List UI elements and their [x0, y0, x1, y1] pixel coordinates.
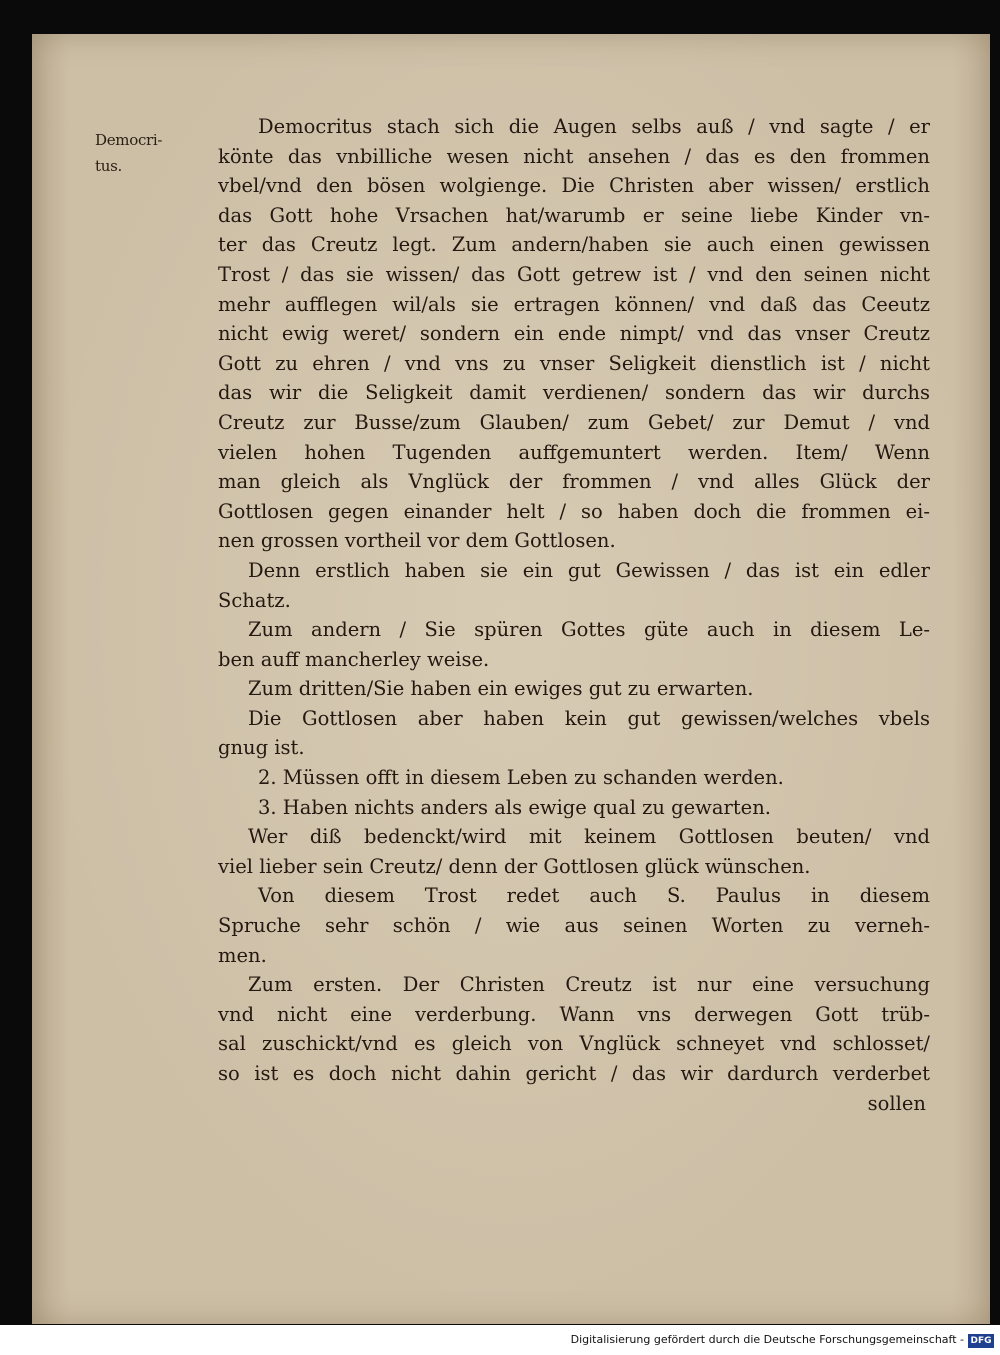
text-line: 2. Müssen offt in diesem Leben zu schanden werden.	[258, 766, 784, 790]
funding-credit: Digitalisierung gefördert durch die Deutsche Forschungsgemeinschaft -	[570, 1333, 964, 1346]
text-line: ter das Creutz legt. Zum andern/haben sie auch einen gewissen	[218, 233, 930, 257]
text-line: Zum andern / Sie spüren Gottes güte auch in diesem Le-	[248, 618, 930, 642]
text-line: so ist es doch nicht dahin gericht / das wir dardurch verderbet	[218, 1062, 930, 1085]
margin-note-line: Democri-	[95, 131, 163, 149]
text-line: Denn erstlich haben sie ein gut Gewissen / das ist ein edler	[248, 558, 930, 582]
text-line: das Gott hohe Vrsachen hat/warumb er seine liebe Kinder vn-	[218, 203, 930, 227]
text-line: men.	[218, 943, 267, 967]
text-line: vnd nicht eine verderbung. Wann vns derwegen Gott trüb-	[218, 1002, 930, 1026]
text-line: Zum ersten. Der Christen Creutz ist nur eine versuchung	[248, 973, 930, 997]
text-line: nicht ewig weret/ sondern ein ende nimpt/ vnd das vnser Creutz	[218, 322, 930, 346]
text-line: Die Gottlosen aber haben kein gut gewissen/welches vbels	[248, 706, 930, 730]
text-line: Zum dritten/Sie haben ein ewiges gut zu erwarten.	[248, 677, 754, 701]
text-line: gnug ist.	[218, 736, 305, 760]
text-line: ben auff mancherley weise.	[218, 647, 490, 671]
text-line: nen grossen vortheil vor dem Gottlosen.	[218, 529, 616, 553]
text-line: vbel/vnd den bösen wolgienge. Die Christen aber wissen/ erstlich	[218, 174, 930, 198]
text-line: könte das vnbilliche wesen nicht ansehen / das es den frommen	[218, 144, 930, 168]
text-line: Democritus stach sich die Augen selbs auß / vnd sagte / er	[258, 115, 930, 138]
text-line: mehr aufflegen wil/als sie ertragen können/ vnd daß das Ceeutz	[218, 292, 930, 316]
text-line: Von diesem Trost redet auch S. Paulus in diesem	[258, 884, 930, 908]
body-text	[218, 112, 930, 1118]
catchword: sollen	[867, 1091, 926, 1115]
margin-note	[95, 127, 205, 179]
footer-bar	[0, 1325, 1000, 1355]
text-line: Schatz.	[218, 588, 291, 612]
text-line: vielen hohen Tugenden auffgemuntert werden. Item/ Wenn	[218, 440, 930, 464]
text-line: Trost / das sie wissen/ das Gott getrew ist / vnd den seinen nicht	[218, 262, 930, 286]
text-line: viel lieber sein Creutz/ denn der Gottlosen glück wünschen.	[218, 854, 811, 878]
text-line: 3. Haben nichts anders als ewige qual zu gewarten.	[258, 795, 771, 819]
text-line: Gott zu ehren / vnd vns zu vnser Seligkeit dienstlich ist / nicht	[218, 351, 930, 375]
dfg-logo: DFG	[968, 1334, 994, 1348]
text-line: man gleich als Vnglück der frommen / vnd alles Glück der	[218, 470, 930, 494]
text-line: sal zuschickt/vnd es gleich von Vnglück schneyet vnd schlosset/	[218, 1032, 930, 1056]
text-line: das wir die Seligkeit damit verdienen/ sondern das wir durchs	[218, 381, 930, 405]
text-line: Spruche sehr schön / wie aus seinen Worten zu verneh-	[218, 914, 930, 938]
text-line: Wer diß bedenckt/wird mit keinem Gottlosen beuten/ vnd	[248, 825, 930, 849]
text-line: Creutz zur Busse/zum Glauben/ zum Gebet/ zur Demut / vnd	[218, 410, 930, 434]
margin-note-line: tus.	[95, 157, 122, 175]
text-line: Gottlosen gegen einander helt / so haben doch die frommen ei-	[218, 499, 930, 523]
